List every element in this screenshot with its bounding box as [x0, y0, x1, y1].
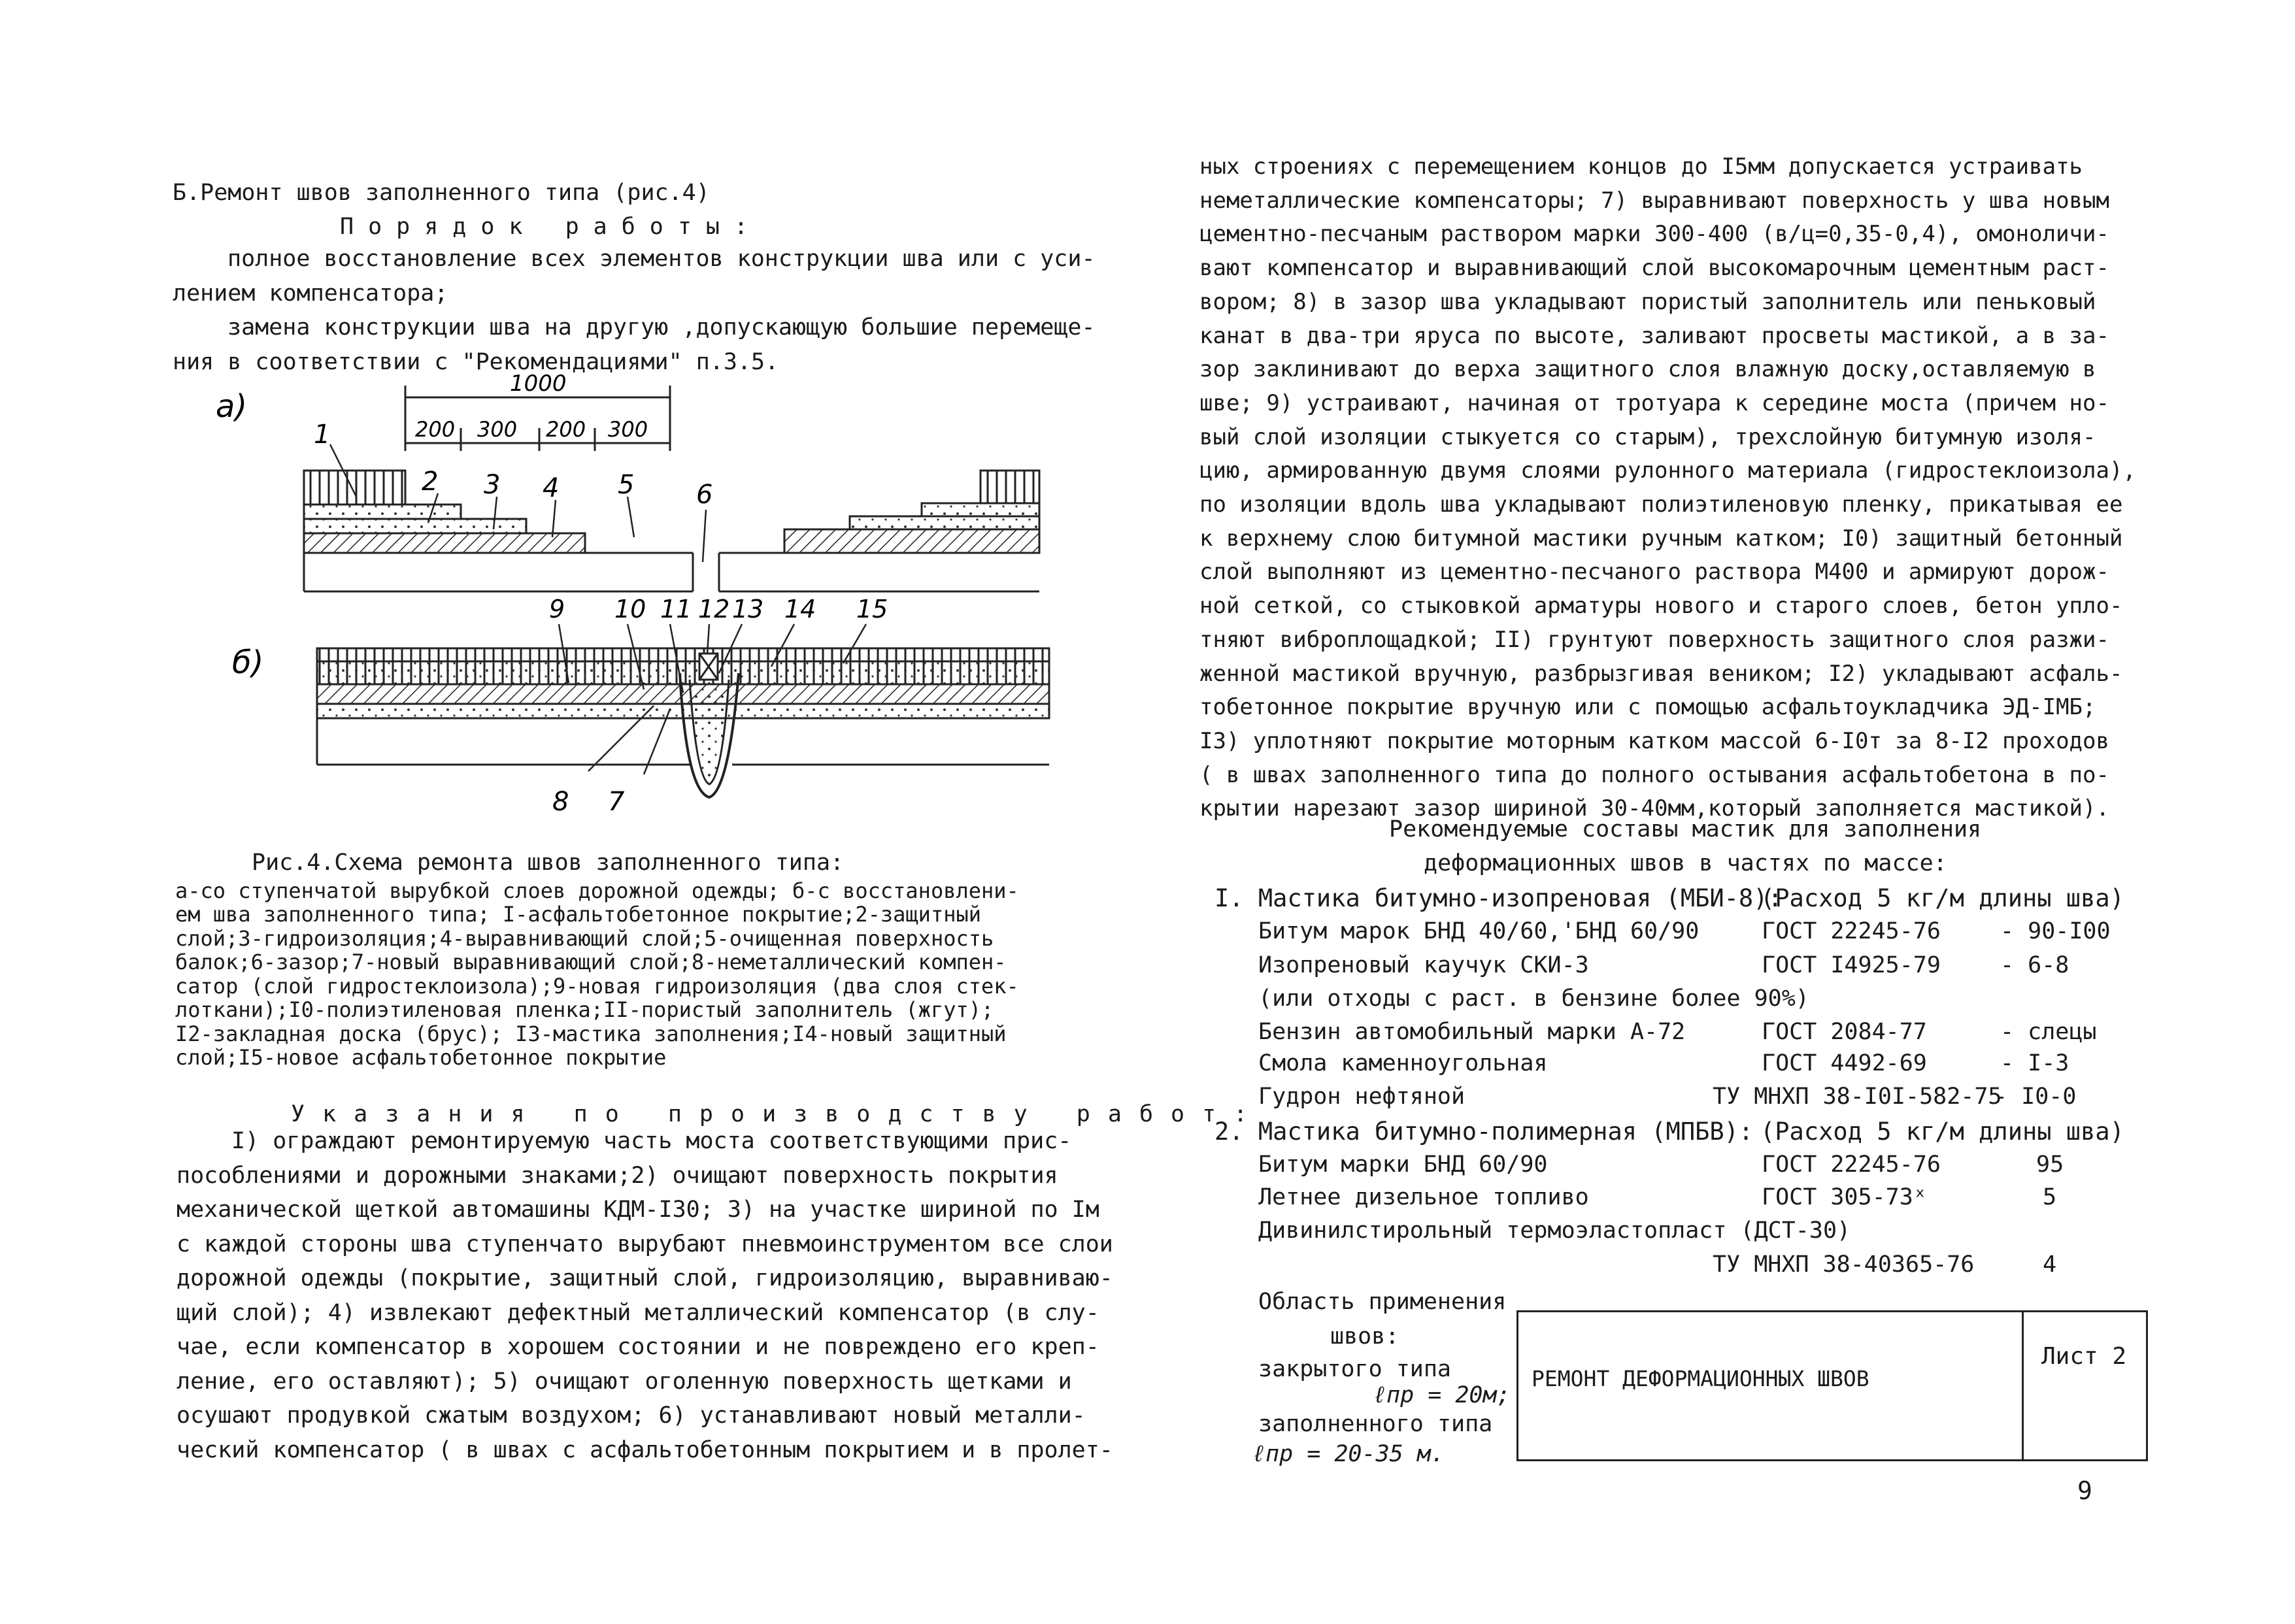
paragraph-line: слой выполняют из цементно-песчаного раствора М400 и армируют дорож-: [1199, 559, 2109, 586]
scheme-b-number-8: 8: [552, 787, 569, 817]
scheme-b: [317, 648, 1049, 797]
caption-line: а-со ступенчатой вырубкой слоев дорожной одежды; б-с восстановлени-: [175, 878, 1019, 903]
scheme-b-number-12: 12: [698, 595, 730, 623]
paragraph-line: цементно-песчаным раствором марки 300-400 (в/ц=0,35-0,4), омоноличи-: [1199, 221, 2109, 248]
section-heading: Б.Ремонт швов заполненного типа (рис.4): [173, 180, 710, 206]
mastic-1-row-amount: - слецы: [2000, 1019, 2097, 1045]
paragraph-line: ных строениях с перемещением концов до I5мм допускается устраивать: [1199, 154, 2083, 180]
scheme-a-number-5: 5: [618, 470, 635, 500]
mastic-1-consumption: (Расход 5 кг/м длины шва): [1760, 884, 2124, 912]
mastic-1-row-standard: ГОСТ 4492-69: [1762, 1050, 1927, 1076]
scheme-b-number-14: 14: [784, 595, 816, 623]
caption-line: слой;I5-новое асфальтобетонное покрытие: [175, 1045, 667, 1070]
mastic-2-row-standard: ГОСТ 305-73ˣ: [1762, 1184, 1927, 1210]
stamp-filled-value: ℓпр = 20-35 м.: [1252, 1441, 1445, 1467]
mastic-1-row-name: Изопреновый каучук СКИ-3: [1258, 952, 1589, 978]
page-number: 9: [2077, 1476, 2092, 1505]
recipes-title-line-1: Рекомендуемые составы мастик для заполнения: [1389, 816, 1982, 842]
scheme-a-number-4: 4: [543, 473, 560, 503]
instructions-line: ление, его оставляют); 5) очищают оголенную поверхность щетками и: [176, 1368, 1072, 1395]
instructions-line: осушают продувкой сжатым воздухом; 6) устанавливают новый металли-: [176, 1402, 1086, 1429]
figure-label-a: а): [216, 388, 248, 425]
paragraph-line: ( в швах заполненного типа до полного остывания асфальтобетона в по-: [1199, 761, 2109, 788]
caption-line: лоткани);I0-полиэтиленовая пленка;II-пористый заполнитель (жгут);: [175, 997, 994, 1022]
mastic-1-row-standard: ГОСТ 22245-76: [1762, 918, 1941, 944]
paragraph-line: канат в два-три яруса по высоте, заливают просветы мастикой, а в за-: [1199, 322, 2109, 349]
paragraph-line: ной сеткой, со стыковкой арматуры нового и старого слоев, бетон упло-: [1199, 593, 2123, 620]
scheme-a-number-1: 1: [314, 420, 331, 450]
stamp-area-sub: швов:: [1330, 1323, 1399, 1350]
instructions-title: Указания по производству работ:: [291, 1101, 1265, 1127]
instructions-line: механической щеткой автомашины КДМ-I30; 3) на участке шириной по Iм: [176, 1197, 1099, 1223]
mastic-2-row-amount: 4: [2043, 1251, 2057, 1278]
dimension-1: 200: [415, 417, 456, 442]
paragraph-line: вают компенсатор и выравнивающий слой высокомарочным цементным раст-: [1199, 255, 2109, 282]
title-block: [1516, 1310, 2148, 1461]
order-line: ния в соответствии с "Рекомендациями" п.3.5.: [173, 348, 779, 375]
scheme-a-number-3: 3: [484, 470, 501, 500]
instructions-line: щий слой); 4) извлекают дефектный металлический компенсатор (в слу-: [176, 1299, 1099, 1326]
mastic-1-row-amount: - I0-0: [1994, 1084, 2077, 1110]
scheme-a-number-2: 2: [422, 467, 439, 497]
instructions-line: пособлениями и дорожными знаками;2) очищают поверхность покрытия: [176, 1162, 1058, 1189]
figure-4-schematic: [196, 366, 1059, 837]
mastic-2-row-name: Дивинилстирольный термоэластопласт (ДСТ-30): [1258, 1218, 1851, 1244]
order-line: замена конструкции шва на другую ,допускающую большие перемеще-: [227, 314, 1096, 340]
scheme-b-number-9: 9: [549, 595, 565, 623]
scheme-a-number-6: 6: [696, 480, 713, 510]
instructions-line: ческий компенсатор ( в швах с асфальтобетонным покрытием и в пролет-: [176, 1436, 1113, 1463]
paragraph-line: женной мастикой вручную, разбрызгивая веником; I2) укладывают асфаль-: [1199, 660, 2123, 687]
paragraph-line: неметаллические компенсаторы; 7) выравнивают поверхность у шва новым: [1199, 187, 2109, 214]
mastic-1-row-standard: ТУ МНХП 38-I0I-582-75: [1713, 1084, 2002, 1110]
paragraph-line: зор заклинивают до верха защитного слоя влажную доску,оставляемую в: [1199, 356, 2096, 383]
figure-caption: [175, 850, 1019, 1070]
instructions-line: с каждой стороны шва ступенчато вырубают пневмоинструментом все слои: [176, 1231, 1113, 1257]
paragraph-line: по изоляции вдоль шва укладывают полиэтиленовую пленку, прикатывая ее: [1199, 491, 2123, 518]
mastic-1-row-amount: - 90-I00: [2000, 918, 2111, 944]
mastic-1-row-amount: - I-3: [2000, 1050, 2069, 1076]
instructions-text: [176, 1124, 1113, 1467]
scheme-b-number-7: 7: [608, 787, 625, 817]
dimension-3: 200: [546, 417, 586, 442]
mastic-1-row-name: Битум марок БНД 40/60,'БНД 60/90: [1258, 918, 1700, 944]
instructions-line: дорожной одежды (покрытие, защитный слой, гидроизоляцию, выравниваю-: [176, 1265, 1113, 1291]
mastic-1-row-name: (или отходы с раст. в бензине более 90%): [1258, 986, 1809, 1012]
paragraph-line: I3) уплотняют покрытие моторным катком массой 6-I0т за 8-I2 проходов: [1199, 727, 2109, 754]
mastic-2-row-name: Летнее дизельное топливо: [1258, 1184, 1589, 1210]
recipes-title-line-2: деформационных швов в частях по массе:: [1424, 850, 1947, 876]
dimension-2: 300: [477, 417, 518, 442]
order-line: полное восстановление всех элементов конструкции шва или с уси-: [227, 246, 1096, 272]
scheme-b-number-13: 13: [732, 595, 764, 623]
mastic-1-row-standard: ГОСТ 2084-77: [1762, 1019, 1927, 1045]
order-text: [173, 242, 1096, 379]
mastic-2-row-standard: ГОСТ 22245-76: [1762, 1152, 1941, 1178]
dimension-total: 1000: [510, 371, 567, 397]
caption-line: I2-закладная доска (брус); I3-мастика заполнения;I4-новый защитный: [175, 1021, 1007, 1046]
stamp-closed-value: ℓпр = 20м;: [1373, 1382, 1511, 1408]
mastic-1-row-name: Гудрон нефтяной: [1258, 1084, 1466, 1110]
title-block-divider: [2022, 1312, 2024, 1459]
mastic-2-consumption: (Расход 5 кг/м длины шва): [1760, 1118, 2124, 1146]
scheme-b-number-10: 10: [614, 595, 646, 623]
paragraph-line: тняют виброплощадкой; II) грунтуют поверхность защитного слоя разжи-: [1199, 626, 2109, 653]
scheme-b-number-15: 15: [856, 595, 888, 623]
sheet-number: Лист 2: [2041, 1343, 2127, 1370]
figure-label-b: б): [232, 644, 264, 681]
instructions-line: I) ограждают ремонтируемую часть моста соответствующими прис-: [231, 1128, 1072, 1154]
caption-line: балок;6-зазор;7-новый выравнивающий слой;8-неметаллический компен-: [175, 950, 1007, 974]
order-line: лением компенсатора;: [173, 280, 448, 307]
mastic-2-row-name: Битум марки БНД 60/90: [1258, 1152, 1548, 1178]
mastic-2-row-amount: 5: [2043, 1184, 2057, 1210]
right-paragraph: [1199, 150, 2136, 826]
caption-line: слой;3-гидроизоляция;4-выравнивающий слой;5-очищенная поверхность: [175, 925, 994, 951]
mastic-2-row-amount: 95: [2036, 1152, 2064, 1178]
document-title: РЕМОНТ ДЕФОРМАЦИОННЫХ ШВОВ: [1532, 1366, 1869, 1391]
paragraph-line: тобетонное покрытие вручную или с помощью асфальтоукладчика ЭД-IМБ;: [1199, 694, 2096, 721]
mastic-2-row-standard: ТУ МНХП 38-40365-76: [1713, 1251, 1975, 1278]
mastic-1-row-name: Бензин автомобильный марки А-72: [1258, 1019, 1686, 1045]
mastic-1-row-standard: ГОСТ I4925-79: [1762, 952, 1941, 978]
instructions-line: чае, если компенсатор в хорошем состоянии и не повреждено его креп-: [176, 1334, 1099, 1360]
scheme-a-right: [719, 471, 1039, 591]
paragraph-line: к верхнему слою битумной мастики ручным катком; I0) защитный бетонный: [1199, 525, 2123, 552]
mastic-1-title: I. Мастика битумно-изопреновая (МБИ-8):: [1215, 884, 1783, 912]
paragraph-line: вый слой изоляции стыкуется со старым), трехслойную битумную изоля-: [1199, 423, 2096, 450]
mastic-1-row-amount: - 6-8: [2000, 952, 2069, 978]
mastic-1-row-name: Смола каменноугольная: [1258, 1050, 1548, 1076]
mastic-2-title: 2. Мастика битумно-полимерная (МПБВ):: [1215, 1118, 1754, 1146]
dimension-4: 300: [608, 417, 648, 442]
paragraph-line: шве; 9) устраивают, начиная от тротуара к середине моста (причем но-: [1199, 389, 2109, 416]
stamp-area-title: Область применения: [1258, 1289, 1507, 1315]
stamp-closed-type: закрытого типа: [1258, 1356, 1452, 1382]
order-title: Порядок работы:: [340, 214, 763, 240]
paragraph-line: цию, армированную двумя слоями рулонного материала (гидростеклоизола),: [1199, 457, 2136, 484]
stamp-filled-type: заполненного типа: [1258, 1411, 1493, 1437]
scheme-b-number-11: 11: [660, 595, 692, 623]
caption-line: ем шва заполненного типа; I-асфальтобетонное покрытие;2-защитный: [175, 902, 981, 927]
caption-line: сатор (слой гидростеклоизола);9-новая гидроизоляция (два слоя стек-: [175, 973, 1019, 999]
paragraph-line: вором; 8) в зазор шва укладывают пористый заполнитель или пеньковый: [1199, 288, 2096, 315]
caption-line: Рис.4.Схема ремонта швов заполненного типа:: [252, 850, 845, 876]
paragraph-line: крытии нарезают зазор шириной 30-40мм,который заполняется мастикой).: [1199, 795, 2109, 822]
